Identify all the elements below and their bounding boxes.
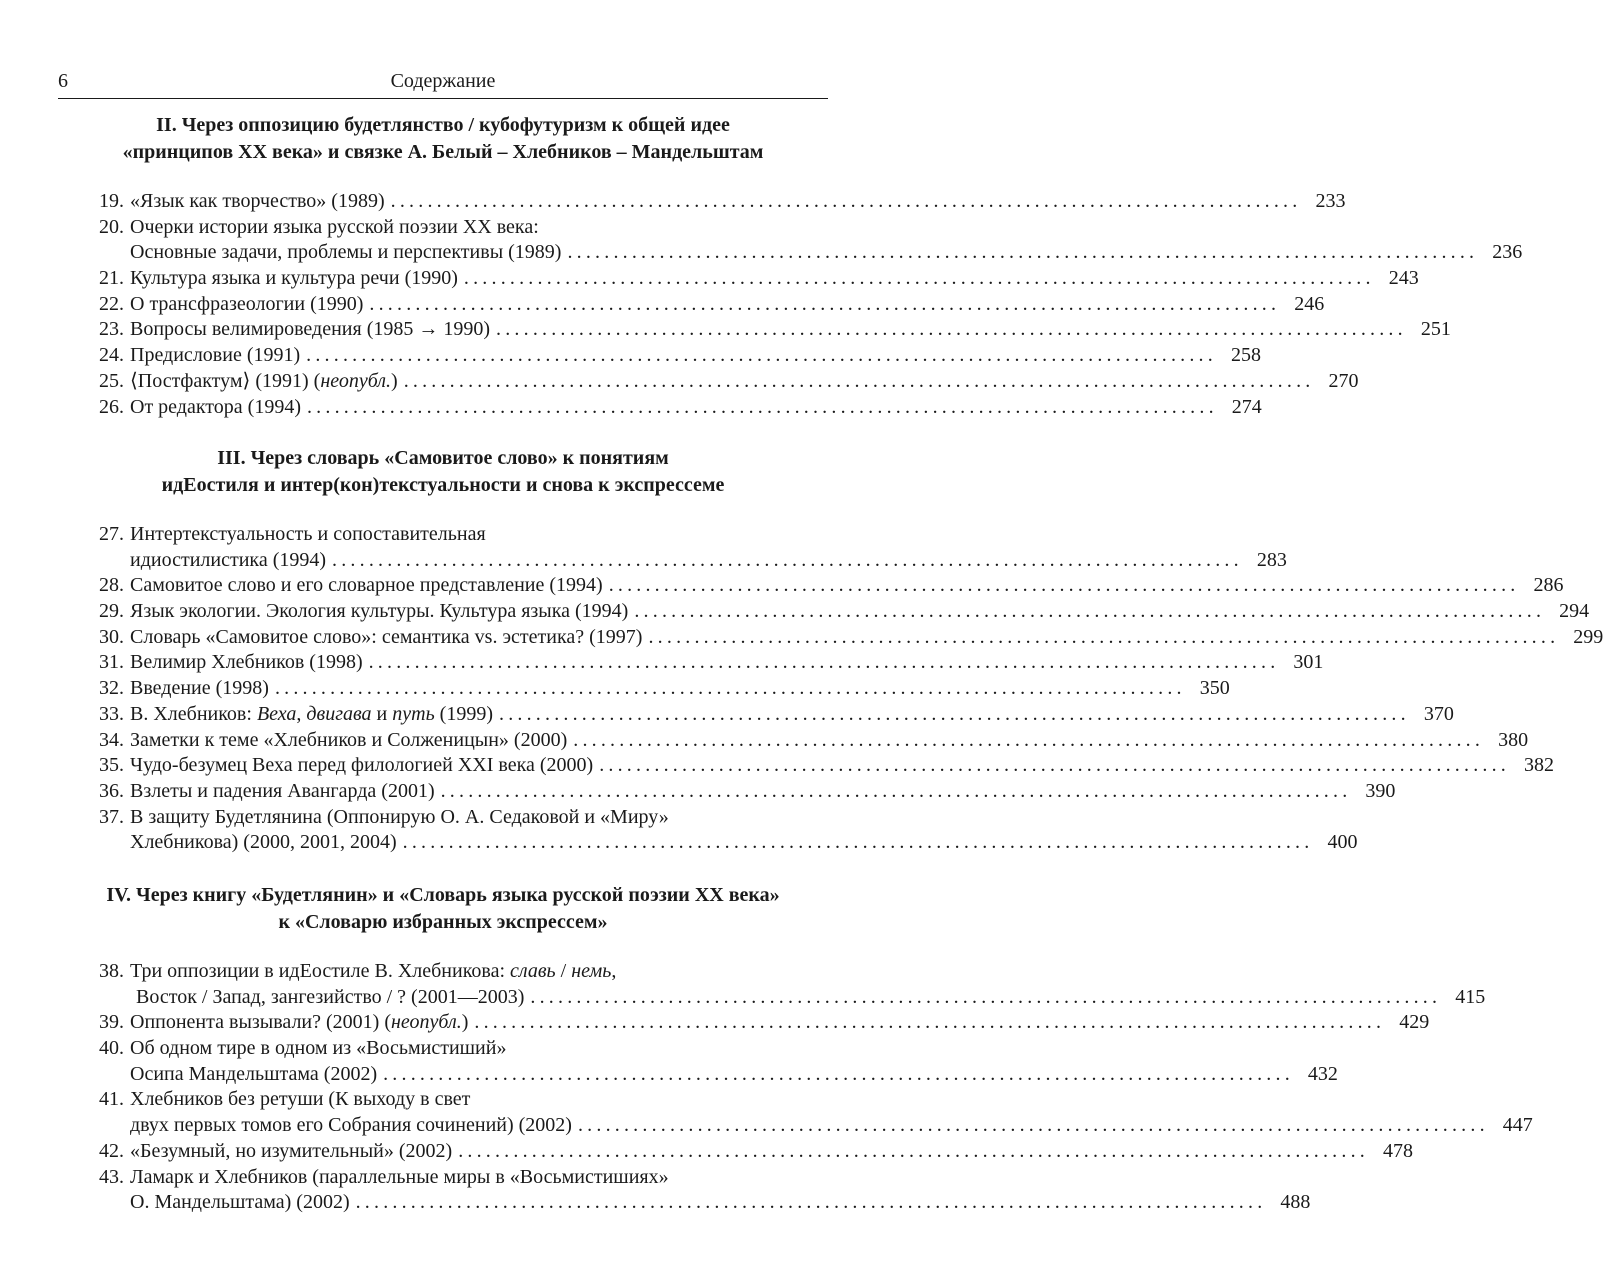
toc-entry-41-cont: двух первых томов его Собрания сочинений) (2002) ................................................................................................... 447: [58, 1113, 828, 1139]
header-rule: [58, 98, 828, 99]
running-title: Содержание: [390, 70, 496, 92]
toc-entry-43: 43. Ламарк и Хлебников (параллельные миры в «Восьмистишиях»: [99, 1165, 669, 1188]
toc-entry-30: 30. Словарь «Самовитое слово»: семантика vs. эстетика? (1997) ................................................................................................... 299: [58, 625, 828, 651]
toc-entry-41: 41. Хлебников без ретуши (К выходу в свет: [99, 1088, 471, 1111]
toc-entry-28: 28. Самовитое слово и его словарное представление (1994) ................................................................................................... 286: [58, 573, 828, 599]
toc-entry-31: 31. Велимир Хлебников (1998) ................................................................................................... 301: [58, 650, 828, 676]
toc-entry-25: 25. ⟨Постфактум⟩ (1991) (неопубл.) ................................................................................................... 270: [58, 369, 828, 395]
toc-entry-21: 21. Культура языка и культура речи (1990) ................................................................................................... 243: [58, 266, 828, 292]
toc-entry-20-cont: Основные задачи, проблемы и перспективы (1989) ................................................................................................... 236: [58, 240, 828, 266]
section-title-iv: IV. Через книгу «Будетлянин» и «Словарь языка русской поэзии XX века» к «Словарю избранных экспрессем»: [106, 884, 780, 933]
toc-section-iii: [58, 522, 1603, 856]
toc-entry-37-cont: Хлебникова) (2000, 2001, 2004) ................................................................................................... 400: [58, 830, 828, 856]
toc-section-iv: [58, 959, 1533, 1216]
section-title-iii: III. Через словарь «Самовитое слово» к понятиям идЕостиля и интер(кон)текстуальности и снова к экспрессеме: [161, 447, 725, 496]
toc-entry-39: 39. Оппонента вызывали? (2001) (неопубл.) ................................................................................................... 429: [58, 1010, 828, 1036]
toc-entry-24: 24. Предисловие (1991) ................................................................................................... 258: [58, 343, 828, 369]
section-title-ii: II. Через оппозицию будетлянство / кубофутуризм к общей идее «принципов XX века» и связке А. Белый – Хлебников – Мандельштам: [122, 114, 764, 163]
toc-entry-35: 35. Чудо-безумец Веха перед филологией XXI века (2000) ................................................................................................... 382: [58, 753, 828, 779]
toc-entry-36: 36. Взлеты и падения Авангарда (2001) ................................................................................................... 390: [58, 779, 828, 805]
toc-entry-27-cont: идиостилистика (1994) ................................................................................................... 283: [58, 548, 828, 574]
toc-entry-20: 20. Очерки истории языка русской поэзии XX века:: [99, 215, 539, 238]
toc-entry-26: 26. От редактора (1994) ................................................................................................... 274: [58, 395, 828, 421]
toc-entry-38-cont: Восток / Запад, зангезийство / ? (2001—2003) ................................................................................................... 415: [58, 985, 828, 1011]
toc-entry-37: 37. В защиту Будетлянина (Оппонирую О. А. Седаковой и «Миру»: [99, 805, 669, 828]
toc-entry-40: 40. Об одном тире в одном из «Восьмистиший»: [99, 1037, 507, 1060]
page-number: 6: [58, 70, 68, 92]
toc-entry-19: 19. «Язык как творчество» (1989) ................................................................................................... 233: [58, 189, 828, 215]
toc-entry-43-cont: О. Мандельштама) (2002) ................................................................................................... 488: [58, 1190, 828, 1216]
toc-section-ii: [58, 189, 1523, 420]
toc-entry-29: 29. Язык экологии. Экология культуры. Культура языка (1994) ................................................................................................... 294: [58, 599, 828, 625]
toc-entry-33: 33. В. Хлебников: Веха, двигава и путь (1999) ................................................................................................... 370: [58, 702, 828, 728]
toc-entry-42: 42. «Безумный, но изумительный» (2002) ................................................................................................... 478: [58, 1139, 828, 1165]
running-head: [58, 70, 828, 100]
toc-entry-32: 32. Введение (1998) ................................................................................................... 350: [58, 676, 828, 702]
toc-entry-23: 23. Вопросы велимироведения (1985 → 1990) ................................................................................................... 251: [58, 317, 828, 343]
toc-entry-40-cont: Осипа Мандельштама (2002) ................................................................................................... 432: [58, 1062, 828, 1088]
toc-entry-38: 38. Три оппозиции в идЕостиле В. Хлебникова: славь / немь,: [99, 960, 617, 982]
toc-entry-22: 22. О трансфразеологии (1990) ................................................................................................... 246: [58, 292, 828, 318]
toc-entry-34: 34. Заметки к теме «Хлебников и Солженицын» (2000) ................................................................................................... 380: [58, 728, 828, 754]
toc-entry-27: 27. Интертекстуальность и сопоставительная: [99, 523, 486, 545]
